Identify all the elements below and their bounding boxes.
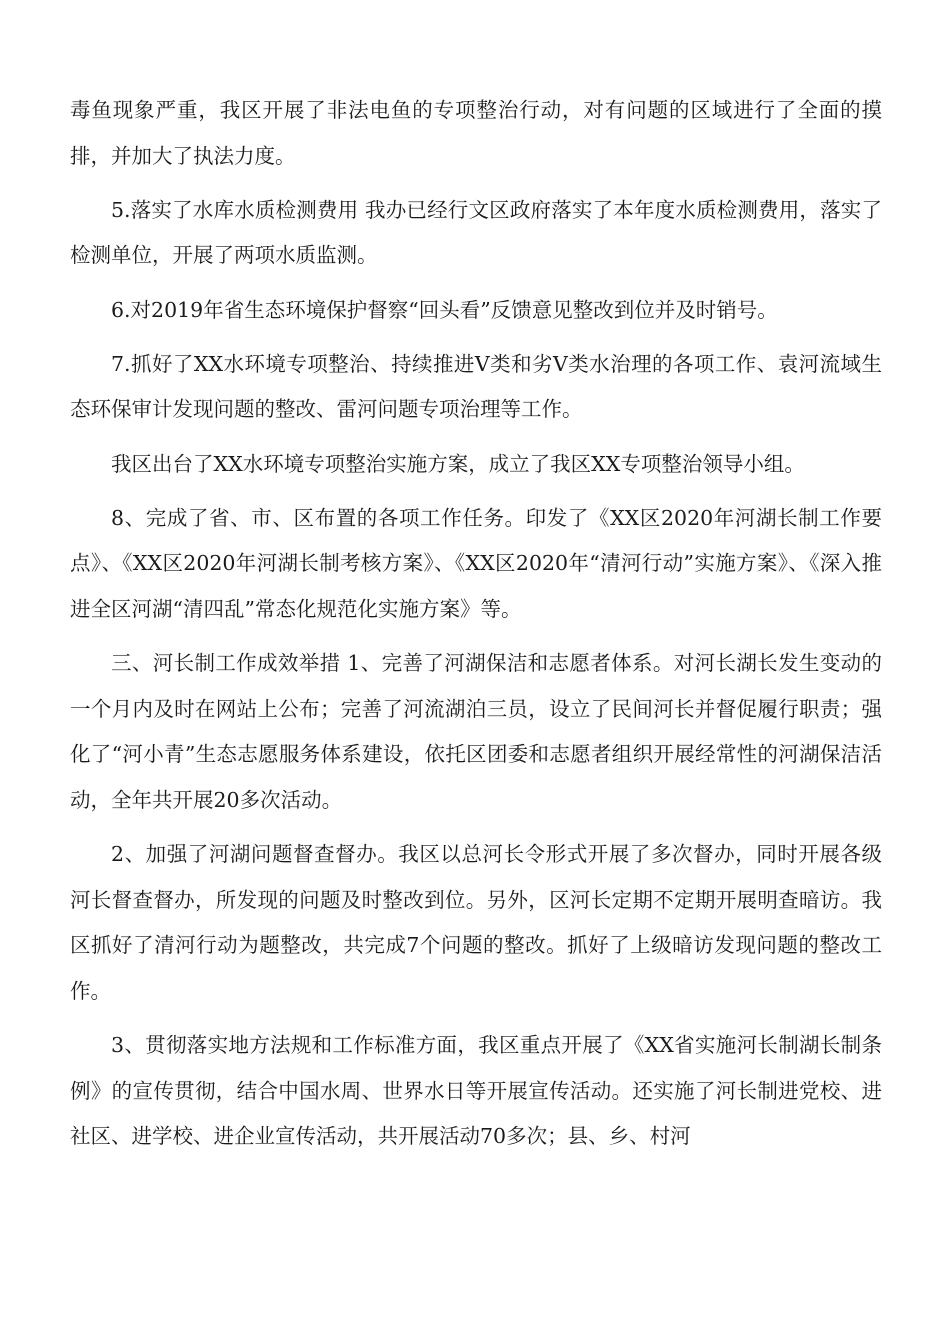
paragraph-3: 6.对2019年省生态环境保护督察“回头看”反馈意见整改到位并及时销号。 [111, 297, 778, 322]
paragraph-9: 3、贯彻落实地方法规和工作标准方面，我区重点开展了《XX省实施河长制湖长制条例》的宣传贯彻，结合中国水周、世界水日等开展宣传活动。还实施了河长制进党校、进社区、进学校、进企业宣传活动，共开展活动70多次；县、乡、村河 [70, 1033, 882, 1149]
paragraph-8: 2、加强了河湖问题督查督办。我区以总河长令形式开展了多次督办，同时开展各级河长督查督办，所发现的问题及时整改到位。另外，区河长定期不定期开展明查暗访。我区抓好了清河行动为题整改，共完成7个问题的整改。抓好了上级暗访发现问题的整改工作。 [70, 842, 882, 1003]
paragraph-7: 三、河长制工作成效举措 1、完善了河湖保洁和志愿者体系。对河长湖长发生变动的一个月内及时在网站上公布；完善了河流湖泊三员，设立了民间河长并督促履行职责；强化了“河小青”生态志愿服务体系建设，依托区团委和志愿者组织开展经常性的河湖保洁活动，全年共开展20多次活动。 [70, 651, 882, 812]
paragraph-5: 我区出台了XX水环境专项整治实施方案，成立了我区XX专项整治领导小组。 [111, 451, 805, 476]
paragraph-1: 毒鱼现象严重，我区开展了非法电鱼的专项整治行动，对有问题的区域进行了全面的摸排，并加大了执法力度。 [70, 98, 882, 168]
paragraph-6: 8、完成了省、市、区布置的各项工作任务。印发了《XX区2020年河湖长制工作要点》、《XX区2020年河湖长制考核方案》、《XX区2020年“清河行动”实施方案》、《深入推进全区河湖“清四乱”常态化规范化实施方案》等。 [70, 505, 882, 621]
document-body [70, 88, 882, 1168]
paragraph-2: 5.落实了水库水质检测费用 我办已经行文区政府落实了本年度水质检测费用，落实了检测单位，开展了两项水质监测。 [70, 197, 882, 268]
paragraph-4: 7.抓好了XX水环境专项整治、持续推进V类和劣V类水治理的各项工作、袁河流域生态环保审计发现问题的整改、雷河问题专项治理等工作。 [70, 351, 882, 422]
